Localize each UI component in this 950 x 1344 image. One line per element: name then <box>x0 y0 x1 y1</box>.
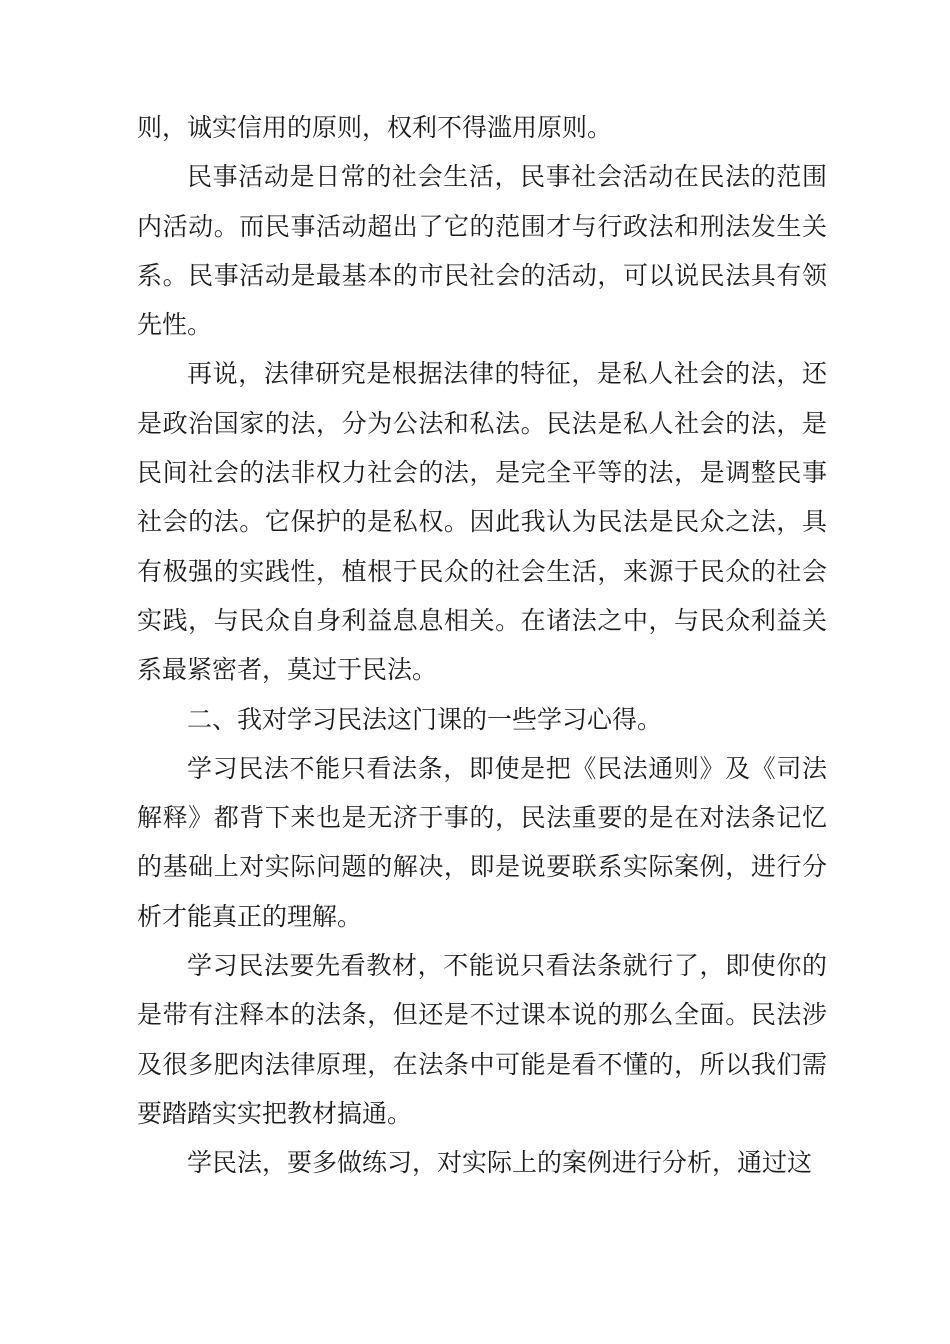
paragraph-4: 学习民法不能只看法条，即使是把《民法通则》及《司法解释》都背下来也是无济于事的，民法重要的是在对法条记忆的基础上对实际问题的解决，即是说要联系实际案例，进行分析才能真正的理解。 <box>137 753 827 931</box>
paragraph-6: 学民法，要多做练习，对实际上的案例进行分析，通过这 <box>187 1148 813 1178</box>
paragraph-1: 则，诚实信用的原则，权利不得滥用原则。 <box>137 113 613 142</box>
section-heading: 二、我对学习民法这门课的一些学习心得。 <box>187 704 663 734</box>
paragraph-2: 民事活动是日常的社会生活，民事社会活动在民法的范围内活动。而民事活动超出了它的范围才与行政法和刑法发生关系。民事活动是最基本的市民社会的活动，可以说民法具有领先性。 <box>137 162 827 340</box>
paragraph-3: 再说，法律研究是根据法律的特征，是私人社会的法，还是政治国家的法，分为公法和私法。民法是私人社会的法，是民间社会的法非权力社会的法，是完全平等的法，是调整民事社会的法。它保护的是私权。因此我认为民法是民众之法，具有极强的实践性，植根于民众的社会生活，来源于民众的社会实践，与民众自身利益息息相关。在诸法之中，与民众利益关系最紧密者，莫过于民法。 <box>137 359 827 685</box>
paragraph-5: 学习民法要先看教材，不能说只看法条就行了，即使你的是带有注释本的法条，但还是不过课本说的那么全面。民法涉及很多肥肉法律原理，在法条中可能是看不懂的，所以我们需要踏踏实实把教材搞通。 <box>137 951 827 1128</box>
document-body <box>137 103 827 1188</box>
